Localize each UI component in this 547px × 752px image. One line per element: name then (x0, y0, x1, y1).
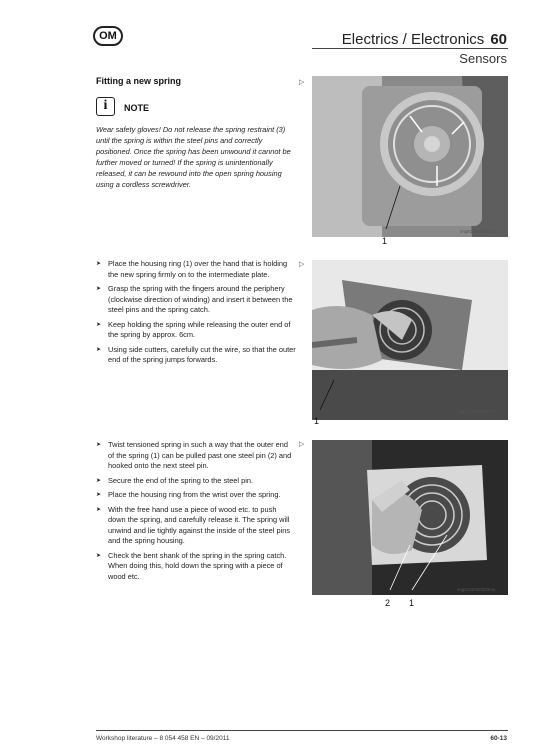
photo-caption: img6120050021m1 (460, 229, 499, 234)
instruction-list (96, 259, 296, 370)
page-number: 60-13 (490, 735, 507, 742)
chapter-title-text: Electrics / Electronics (341, 31, 485, 48)
spring-insertion-photo (312, 260, 508, 420)
callout-number: 1 (314, 416, 320, 426)
spring-housing-illustration (312, 76, 508, 237)
step-marker-icon: ▷ (299, 79, 305, 86)
spring-hooking-illustration (312, 440, 508, 595)
callout-number: 1 (382, 236, 388, 246)
instruction-step: ➤ Secure the end of the spring to the steel pin. (96, 476, 296, 487)
info-icon: i (96, 97, 115, 116)
instruction-step: ➤ Grasp the spring with the fingers around the periphery (clockwise direction of winding) and insert it between the steel pins and the spring catch. (96, 284, 296, 316)
photo-caption: img6120050023m2 (457, 587, 496, 592)
om-logo: OM (93, 26, 123, 46)
header-rule (312, 48, 508, 49)
chapter-number: 60 (490, 31, 507, 48)
instruction-step: ➤ Twist tensioned spring in such a way that the outer end of the spring (1) can be pulled past one steel pin (2) and hooked onto the next steel pin. (96, 440, 296, 472)
step-marker-icon: ▷ (299, 441, 305, 448)
instruction-step: ➤ Place the housing ring (1) over the hand that is holding the new spring firmly on to the intermediate plate. (96, 259, 296, 280)
photo-caption: img6120050022m1 (457, 409, 496, 414)
instruction-step: ➤ Check the bent shank of the spring in the spring catch. When doing this, hold down the spring with a piece of wood etc. (96, 551, 296, 583)
instruction-step: ➤ Using side cutters, carefully cut the wire, so that the outer end of the spring jumps forwards. (96, 345, 296, 366)
note-text: Wear safety gloves! Do not release the spring restraint (3) until the spring is within the steel pins and correctly positioned. Once the spring has been unwound it cannot be further moved or turned! If the spring is unintentionally released, it can be rewound into the open spring housing using a cordless screwdriver. (96, 125, 291, 189)
step-marker-icon: ▷ (299, 261, 305, 268)
note-label: NOTE (124, 103, 150, 113)
callout-number: 1 (409, 598, 415, 608)
instruction-list (96, 440, 296, 586)
gloved-hand-illustration (312, 260, 508, 420)
chapter-title (342, 31, 507, 48)
instruction-step: ➤ Keep holding the spring while releasing the outer end of the spring by approx. 6cm. (96, 320, 296, 341)
footer-reference: Workshop literature – 8 054 458 EN – 09/2011 (96, 735, 230, 742)
instruction-step: ➤ Place the housing ring from the wrist over the spring. (96, 490, 296, 501)
spring-housing-photo (312, 76, 508, 237)
spring-hooking-photo (312, 440, 508, 595)
instruction-step: ➤ With the free hand use a piece of wood etc. to push down the spring, and carefully release it. The spring will unwind and lie tightly against the inside of the steel pins and the spring housing. (96, 505, 296, 547)
section-title: Fitting a new spring (96, 76, 181, 86)
footer-rule (96, 730, 508, 731)
callout-number: 2 (385, 598, 391, 608)
chapter-subtitle: Sensors (459, 51, 507, 66)
